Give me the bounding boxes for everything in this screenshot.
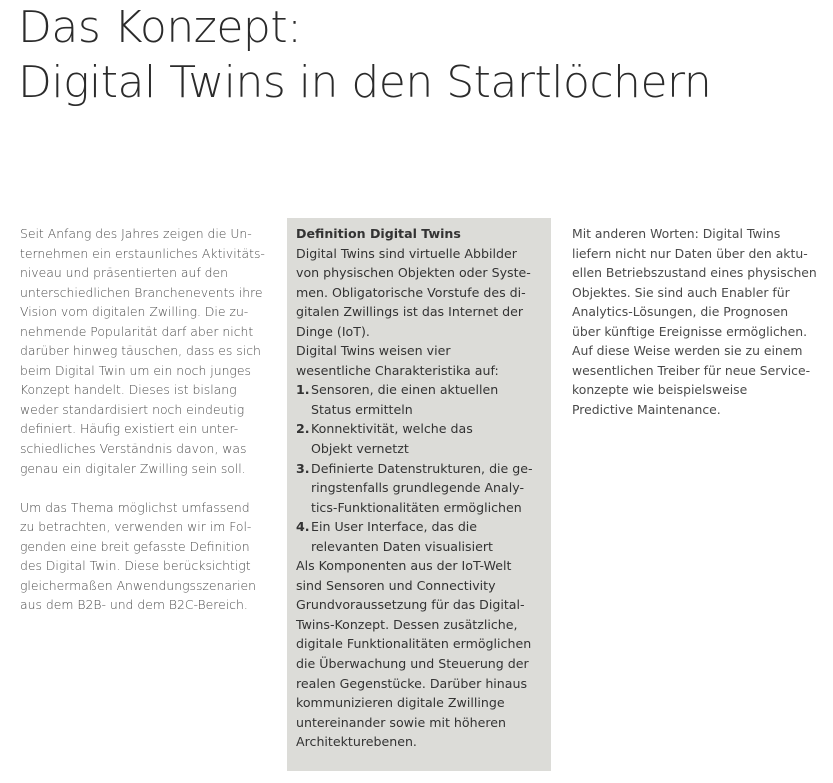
- text-line: nehmende Popularität darf aber nicht: [20, 323, 254, 339]
- text-line: wesentliche Charakteristika auf:: [296, 362, 499, 378]
- second-paragraph: [20, 498, 275, 615]
- list-number: 3.: [296, 460, 310, 476]
- text-line: weder standardisiert noch eindeutig: [20, 401, 245, 417]
- text-line: liefern nicht nur Daten über den aktu-: [572, 245, 808, 261]
- text-line: Predictive Maintenance.: [572, 401, 721, 417]
- text-line: schiedliches Verständnis davon, was: [20, 441, 247, 457]
- text-line: wesentlichen Treiber für neue Service-: [572, 362, 811, 378]
- text-line: Als Komponenten aus der IoT-Welt: [296, 558, 512, 574]
- text-line: Sensoren, die einen aktuellen: [311, 382, 499, 398]
- right-column: [572, 224, 830, 419]
- text-line: über künftige Ereignisse ermöglichen.: [572, 323, 808, 339]
- text-line: Seit Anfang des Jahres zeigen die Un-: [20, 226, 252, 241]
- text-line: Digital Twins sind virtuelle Abbilder: [296, 245, 517, 261]
- text-line: des Digital Twin. Diese berücksichtigt: [20, 558, 251, 574]
- definition-box: [287, 218, 551, 771]
- text-line: Konnektivität, welche das: [311, 421, 473, 437]
- text-line: relevanten Daten visualisiert: [311, 538, 493, 554]
- definition-heading: Definition Digital Twins: [296, 226, 461, 241]
- text-line: definiert. Häufig existiert ein unter-: [20, 421, 239, 437]
- text-line: niveau und präsentierten auf den: [20, 265, 229, 281]
- text-line: Ein User Interface, das die: [311, 519, 478, 535]
- title-line-2: Digital Twins in den Startlöchern: [18, 57, 712, 108]
- text-line: Definierte Datenstrukturen, die ge-: [311, 460, 533, 476]
- list-number: 2.: [296, 421, 310, 437]
- text-line: die Überwachung und Steuerung der: [296, 656, 529, 672]
- text-line: Status ermitteln: [311, 401, 413, 417]
- text-line: aus dem B2B- und dem B2C-Bereich.: [20, 597, 248, 613]
- text-line: untereinander sowie mit höheren: [296, 714, 506, 730]
- text-line: kommunizieren digitale Zwillinge: [296, 695, 505, 711]
- text-line: genden eine breit gefasste Definition: [20, 538, 250, 554]
- text-line: digitale Funktionalitäten ermöglichen: [296, 636, 532, 652]
- text-line: Twins-Konzept. Dessen zusätzliche,: [296, 616, 518, 632]
- text-line: von physischen Objekten oder Syste-: [296, 265, 531, 281]
- left-column: [20, 224, 275, 615]
- list-item: [296, 380, 543, 419]
- text-line: unterschiedlichen Branchenevents ihre: [20, 284, 263, 300]
- definition-outro: [296, 556, 543, 751]
- text-line: darüber hinweg täuschen, dass es sich: [20, 343, 261, 359]
- list-number: 4.: [296, 519, 310, 535]
- paragraph-spacer: [20, 478, 275, 498]
- text-line: Konzept handelt. Dieses ist bislang: [20, 382, 237, 398]
- text-line: realen Gegenstücke. Darüber hinaus: [296, 675, 528, 691]
- text-line: Um das Thema möglichst umfassend: [20, 499, 250, 515]
- text-line: ringstenfalls grundlegende Analy-: [311, 480, 525, 496]
- text-line: Architekturebenen.: [296, 734, 417, 750]
- page-title: [18, 0, 711, 110]
- text-line: ternehmen ein erstaunliches Aktivitäts-: [20, 245, 265, 261]
- right-paragraph: [572, 224, 830, 419]
- text-line: gitalen Zwillings ist das Internet der: [296, 304, 524, 320]
- text-line: Dinge (IoT).: [296, 323, 370, 339]
- text-line: zu betrachten, verwenden wir im Fol-: [20, 519, 252, 535]
- text-line: Digital Twins weisen vier: [296, 343, 451, 359]
- text-line: konzepte wie beispielsweise: [572, 382, 748, 398]
- list-number: 1.: [296, 382, 310, 398]
- text-line: sind Sensoren und Connectivity: [296, 577, 496, 593]
- text-line: beim Digital Twin um ein noch junges: [20, 362, 251, 378]
- text-line: Vision vom digitalen Zwilling. Die zu-: [20, 304, 249, 320]
- list-item: [296, 459, 543, 518]
- list-item: [296, 419, 543, 458]
- intro-paragraph: [20, 224, 275, 478]
- definition-intro: [296, 244, 543, 381]
- text-line: Objektes. Sie sind auch Enabler für: [572, 284, 790, 300]
- text-line: tics-Funktionalitäten ermöglichen: [311, 499, 522, 515]
- characteristics-list: [296, 380, 543, 556]
- title-line-1: Das Konzept:: [18, 2, 302, 53]
- text-line: men. Obligatorische Vorstufe des di-: [296, 284, 526, 300]
- text-line: Analytics-Lösungen, die Prognosen: [572, 304, 789, 320]
- text-line: Grundvoraussetzung für das Digital-: [296, 597, 525, 613]
- text-line: gleichermaßen Anwendungsszenarien: [20, 577, 257, 593]
- text-line: ellen Betriebszustand eines physischen: [572, 265, 817, 281]
- text-line: Objekt vernetzt: [311, 441, 409, 457]
- list-item: [296, 517, 543, 556]
- text-line: Auf diese Weise werden sie zu einem: [572, 343, 803, 359]
- text-line: Mit anderen Worten: Digital Twins: [572, 226, 781, 241]
- text-line: genau ein digitaler Zwilling sein soll.: [20, 460, 246, 476]
